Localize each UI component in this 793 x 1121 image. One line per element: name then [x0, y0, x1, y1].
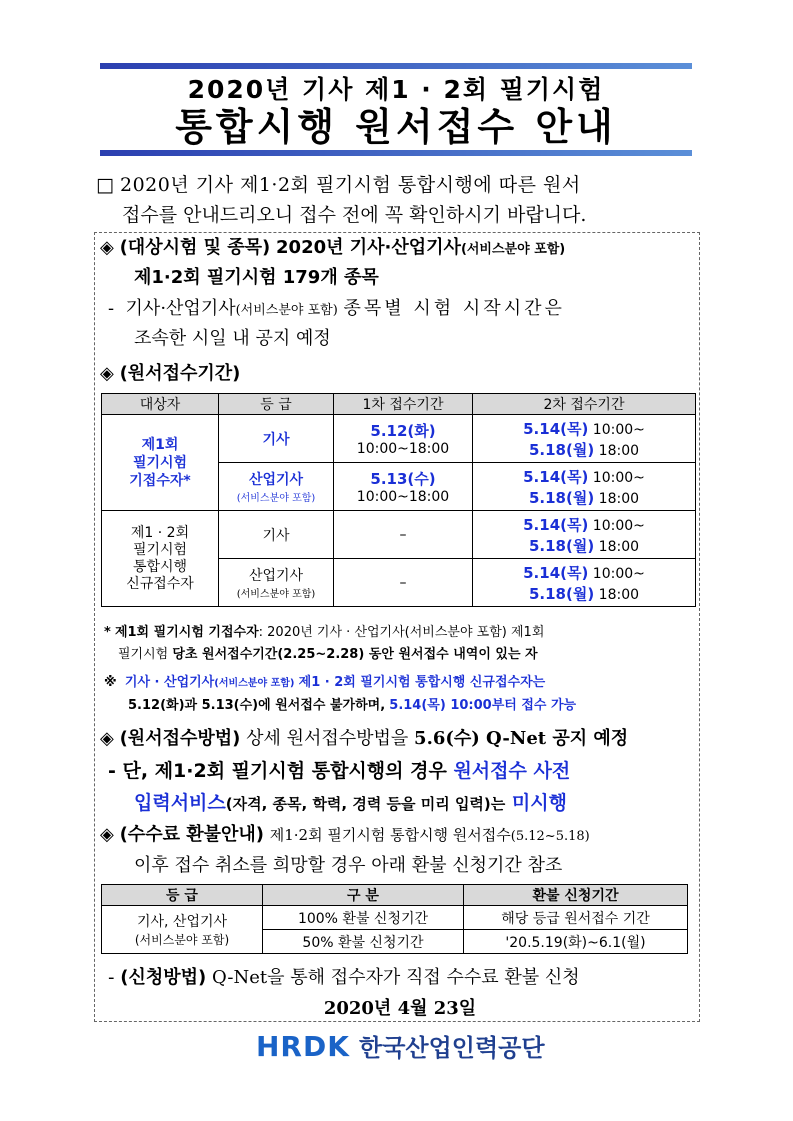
second-period-cell — [473, 559, 696, 607]
refund-period-cell: '20.5.19(화)~6.1(월) — [464, 930, 688, 954]
title-bottom-bar — [100, 150, 692, 156]
dash: - — [108, 967, 115, 988]
group-new: 제1 · 2회 필기시험 통합시행 신규접수자 — [102, 511, 219, 607]
header-first-period: 1차 접수기간 — [334, 394, 473, 415]
apply-text: Q-Net을 통해 접수자가 직접 수수료 환불 신청 — [211, 967, 580, 988]
hrdk-logo-mark: HRDK — [256, 1030, 350, 1063]
asterisk: * — [104, 625, 111, 640]
organization-logo — [256, 1028, 545, 1063]
second-start: 5.14(목) — [523, 467, 589, 486]
header-period: 환불 신청기간 — [464, 885, 688, 906]
refund-type-cell: 50% 환불 신청기간 — [263, 930, 464, 954]
period-heading — [100, 359, 240, 389]
diamond-icon: ◈ — [100, 363, 114, 384]
diamond-icon: ◈ — [100, 824, 114, 845]
diamond-icon: ◈ — [100, 237, 114, 258]
refund-line-2: 이후 접수 취소를 희망할 경우 아래 환불 신청기간 참조 — [134, 855, 563, 876]
grade-cell — [219, 559, 334, 607]
grade-label-small: (서비스분야 포함) — [236, 493, 316, 504]
group-existing: 제1회 필기시험 기접수자* — [102, 415, 219, 511]
refund-type-cell: 100% 환불 신청기간 — [263, 906, 464, 930]
intro-line-1: 2020년 기사 제1·2회 필기시험 통합시행에 따른 원서 — [120, 174, 581, 196]
table-header-row — [102, 885, 688, 906]
method-label: (원서접수방법) — [119, 728, 241, 749]
method-text: 단, 제1·2회 필기시험 통합시행의 경우 — [122, 760, 447, 782]
first-time: 10:00~18:00 — [356, 489, 450, 505]
warn-text-small: (서비스분야 포함) — [214, 678, 295, 689]
first-period-cell — [334, 415, 473, 463]
refund-text-small: (5.12~5.18) — [510, 829, 590, 844]
method-text-blue: 미시행 — [511, 792, 567, 814]
second-period-cell — [473, 415, 696, 463]
second-end: 5.18(월) — [528, 488, 595, 507]
second-end: 5.18(월) — [528, 536, 595, 555]
second-end: 5.18(월) — [528, 440, 595, 459]
second-start: 5.14(목) — [523, 563, 589, 582]
method-text-blue: 원서접수 사전 — [453, 760, 571, 782]
note-warning — [104, 672, 576, 717]
first-date: 5.12(화) — [370, 422, 436, 440]
table-row — [102, 511, 696, 559]
first-period-cell: – — [334, 511, 473, 559]
grade-cell: 기사 — [219, 415, 334, 463]
grade-label-small: (서비스분야 포함) — [134, 933, 230, 947]
method-text-blue: 입력서비스 — [134, 792, 226, 814]
grade-label: 산업기사 — [248, 472, 304, 488]
second-end-time: 18:00 — [598, 442, 640, 459]
table-header-row — [102, 394, 696, 415]
target-note-2: 조속한 시일 내 공지 예정 — [134, 328, 331, 349]
title-line-1: 2020년 기사 제1 · 2회 필기시험 — [187, 75, 605, 104]
intro-line-2: 접수를 안내드리오니 접수 전에 꼭 확인하시기 바랍니다. — [122, 204, 587, 226]
first-period-cell: – — [334, 559, 473, 607]
target-line-2: 제1·2회 필기시험 179개 종목 — [134, 267, 379, 288]
first-date: 5.13(수) — [370, 470, 436, 488]
header-second-period: 2차 접수기간 — [473, 394, 696, 415]
first-time: 10:00~18:00 — [356, 441, 450, 457]
second-start: 5.14(목) — [523, 515, 589, 534]
note-existing — [104, 622, 544, 666]
method-line-3 — [134, 788, 567, 819]
grade-label: 산업기사 — [248, 568, 304, 584]
reference-mark: ※ — [104, 675, 117, 690]
refund-grade-cell — [102, 906, 263, 954]
note-bold: 당초 원서접수기간(2.25~2.28) 동안 원서접수 내역이 있는 자 — [172, 647, 538, 662]
grade-cell: 기사 — [219, 511, 334, 559]
first-period-cell — [334, 463, 473, 511]
checkbox-icon: □ — [96, 174, 114, 196]
grade-label: 기사, 산업기사 — [136, 914, 228, 930]
second-start-time: 10:00~ — [592, 421, 645, 438]
target-line-1 — [100, 233, 565, 265]
refund-table — [101, 884, 688, 954]
refund-label: (수수료 환불안내) — [119, 824, 265, 845]
note-text: 기사·산업기사 — [125, 298, 236, 319]
header-grade: 등 급 — [219, 394, 334, 415]
target-note-1 — [108, 294, 565, 326]
table-row — [102, 906, 688, 930]
organization-name: 한국산업인력공단 — [359, 1034, 545, 1062]
second-end: 5.18(월) — [528, 584, 595, 603]
grade-label-small: (서비스분야 포함) — [236, 589, 316, 600]
second-end-time: 18:00 — [598, 490, 640, 507]
target-text: 2020년 기사·산업기사 — [276, 237, 461, 258]
method-line-1 — [100, 724, 628, 754]
table-row — [102, 415, 696, 463]
dash: - — [108, 760, 116, 782]
note-bold: 제1회 필기시험 기접수자 — [114, 625, 259, 640]
title-top-bar — [100, 63, 692, 69]
header-type: 구 분 — [263, 885, 464, 906]
method-text: 상세 원서접수방법을 — [246, 728, 409, 749]
target-label: (대상시험 및 종목) — [119, 237, 271, 258]
period-label: (원서접수기간) — [119, 363, 241, 384]
header-target: 대상자 — [102, 394, 219, 415]
second-start-time: 10:00~ — [592, 565, 645, 582]
target-text-small: (서비스분야 포함) — [460, 242, 566, 257]
second-period-cell — [473, 511, 696, 559]
header-grade: 등 급 — [102, 885, 263, 906]
schedule-table — [101, 393, 696, 607]
refund-line-1 — [100, 820, 590, 852]
warn-text-blue: 5.14(목) 10:00부터 접수 가능 — [389, 698, 577, 713]
second-start: 5.14(목) — [523, 419, 589, 438]
warn-text: 제1 · 2회 필기시험 통합시행 신규접수자는 — [298, 675, 546, 690]
warn-text: 5.12(화)과 5.13(수)에 원서접수 불가하며, — [128, 698, 386, 713]
note-text-rest: 종목별 시험 시작시간은 — [343, 298, 565, 319]
dash: - — [108, 298, 115, 319]
grade-cell — [219, 463, 334, 511]
second-period-cell — [473, 463, 696, 511]
second-start-time: 10:00~ — [592, 517, 645, 534]
apply-line — [108, 963, 580, 993]
document-date: 2020년 4월 23일 — [323, 998, 477, 1019]
apply-label: (신청방법) — [120, 967, 207, 988]
diamond-icon: ◈ — [100, 728, 114, 749]
page-title: 통합시행 원서접수 안내 — [175, 105, 617, 149]
second-start-time: 10:00~ — [592, 469, 645, 486]
intro-paragraph — [96, 170, 696, 230]
second-end-time: 18:00 — [598, 586, 640, 603]
note-text: 필기시험 — [118, 647, 169, 662]
refund-text: 제1·2회 필기시험 통합시행 원서접수 — [269, 826, 511, 844]
method-text-bold: 5.6(수) Q-Net 공지 예정 — [414, 728, 629, 749]
refund-period-cell: 해당 등급 원서접수 기간 — [464, 906, 688, 930]
method-line-2 — [108, 756, 570, 786]
warn-text: 기사 · 산업기사 — [124, 675, 215, 690]
note-text-small: (서비스분야 포함) — [235, 303, 338, 318]
method-text: (자격, 종목, 학력, 경력 등을 미리 입력)는 — [225, 795, 506, 813]
second-end-time: 18:00 — [598, 538, 640, 555]
note-text: : 2020년 기사 · 산업기사(서비스분야 포함) 제1회 — [258, 625, 545, 640]
